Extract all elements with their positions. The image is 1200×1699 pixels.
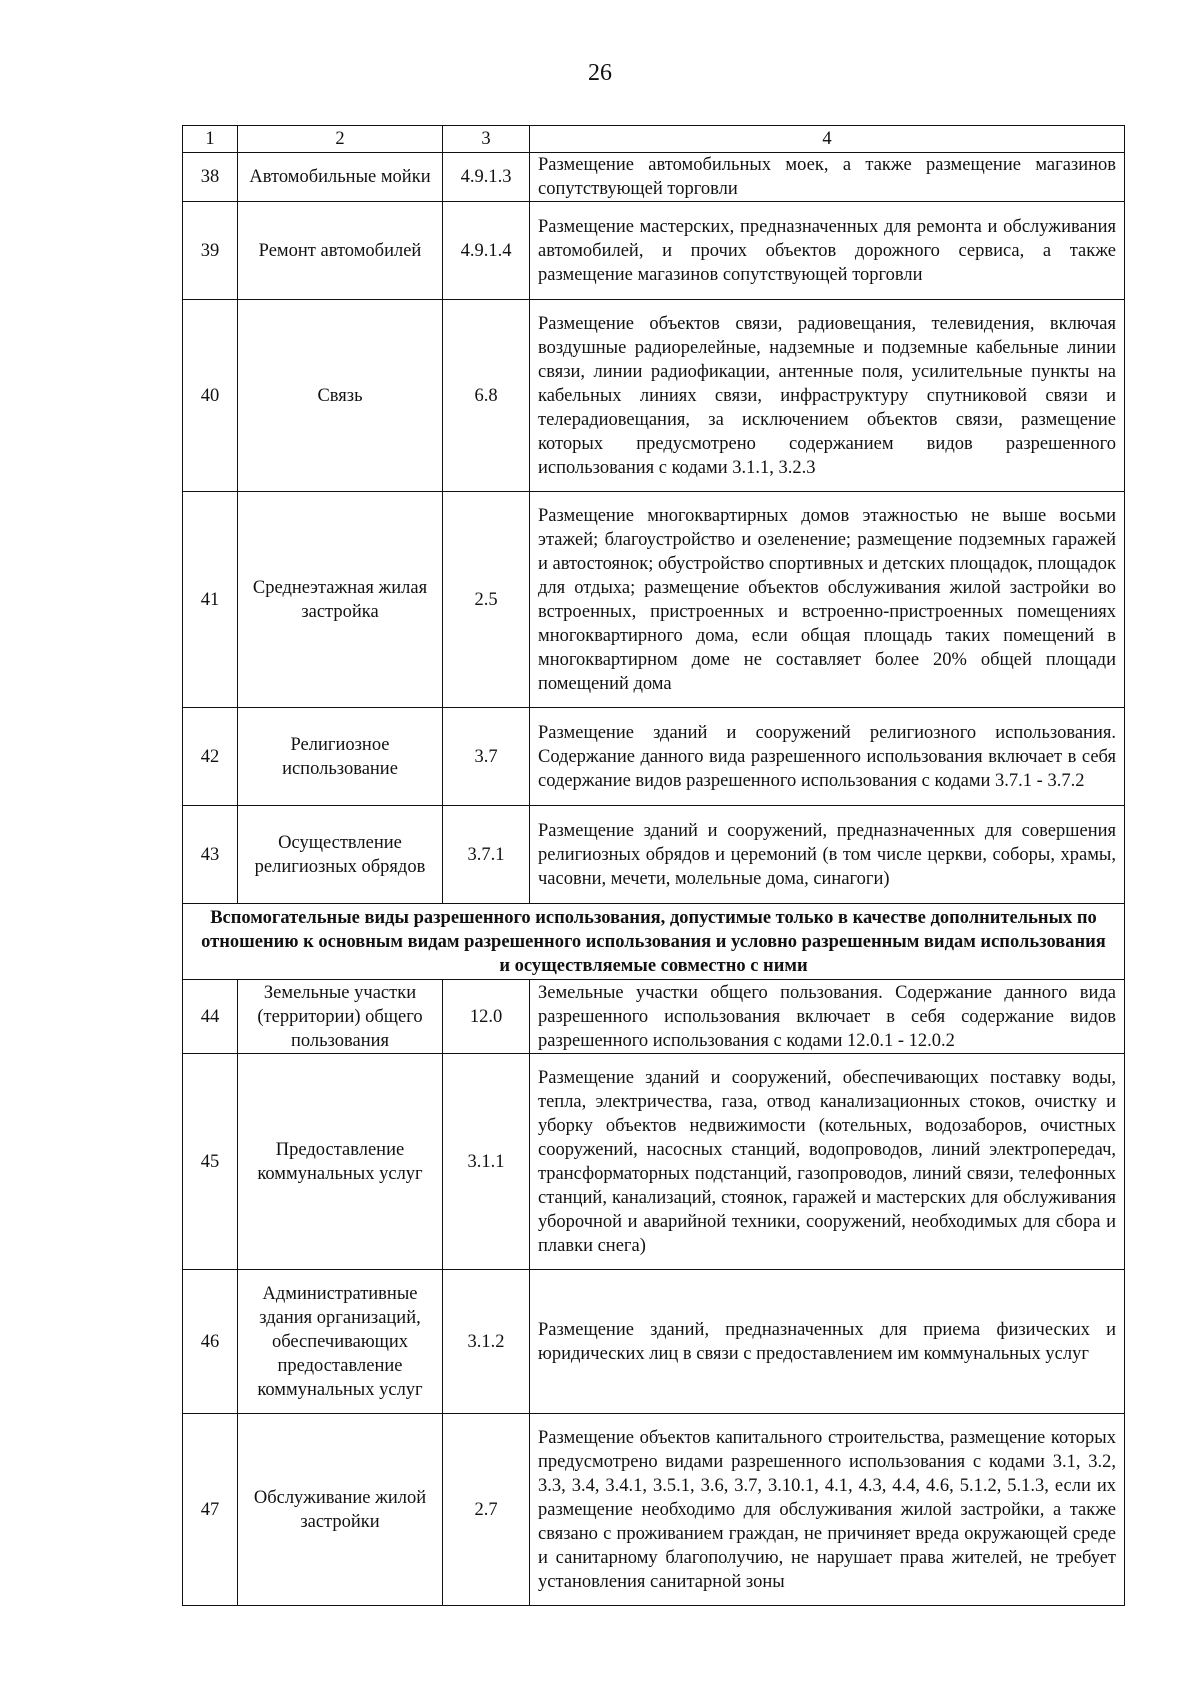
table-row — [183, 806, 1125, 904]
column-header-description: 4 — [530, 126, 1125, 153]
use-type-name: Предоставление коммунальных услуг — [238, 1054, 443, 1270]
use-type-name: Ремонт автомобилей — [238, 202, 443, 300]
use-type-description: Земельные участки общего пользования. Содержание данного вида разрешенного использования включает в себя содержание видов разрешенного использования с кодами 12.0.1 - 12.0.2 — [530, 980, 1125, 1054]
table-row — [183, 1054, 1125, 1270]
row-number: 41 — [183, 492, 238, 708]
use-type-code: 3.7.1 — [443, 806, 530, 904]
use-type-name: Осуществление религиозных обрядов — [238, 806, 443, 904]
use-type-code: 2.5 — [443, 492, 530, 708]
use-type-code: 4.9.1.3 — [443, 153, 530, 202]
use-type-code: 12.0 — [443, 980, 530, 1054]
table-row — [183, 492, 1125, 708]
table-row — [183, 1270, 1125, 1414]
use-type-description: Размещение объектов связи, радиовещания, телевидения, включая воздушные радиорелейные, надземные и подземные кабельные линии связи, линии радиофикации, антенные поля, усилительные пункты на кабельных линиях связи, инфраструктуру спутниковой связи и телерадиовещания, за исключением объектов связи, размещение которых предусмотрено содержанием видов разрешенного использования с кодами 3.1.1, 3.2.3 — [530, 300, 1125, 492]
use-type-code: 3.1.2 — [443, 1270, 530, 1414]
use-type-description: Размещение зданий и сооружений религиозного использования. Содержание данного вида разрешенного использования включает в себя содержание видов разрешенного использования с кодами 3.7.1 - 3.7.2 — [530, 708, 1125, 806]
use-type-description: Размещение объектов капитального строительства, размещение которых предусмотрено видами разрешенного использования с кодами 3.1, 3.2, 3.3, 3.4, 3.4.1, 3.5.1, 3.6, 3.7, 3.10.1, 4.1, 4.3, 4.4, 4.6, 5.1.2, 5.1.3, если их размещение необходимо для обслуживания жилой застройки, а также связано с проживанием граждан, не причиняет вреда окружающей среде и санитарному благополучию, не нарушает права жителей, не требует установления санитарной зоны — [530, 1414, 1125, 1606]
use-type-code: 6.8 — [443, 300, 530, 492]
use-type-description: Размещение многоквартирных домов этажностью не выше восьми этажей; благоустройство и озеленение; размещение подземных гаражей и автостоянок; обустройство спортивных и детских площадок, площадок для отдыха; размещение объектов обслуживания жилой застройки во встроенных, пристроенных и встроенно-пристроенных помещениях многоквартирного дома, если общая площадь таких помещений в многоквартирном доме не составляет более 20% общей площади помещений дома — [530, 492, 1125, 708]
use-type-description: Размещение зданий и сооружений, обеспечивающих поставку воды, тепла, электричества, газа, отвод канализационных стоков, очистку и уборку объектов недвижимости (котельных, водозаборов, очистных сооружений, насосных станций, водопроводов, линий электропередач, трансформаторных подстанций, газопроводов, линий связи, телефонных станций, канализаций, стоянок, гаражей и мастерских для обслуживания уборочной и аварийной техники, сооружений, необходимых для сбора и плавки снега) — [530, 1054, 1125, 1270]
use-type-description: Размещение зданий, предназначенных для приема физических и юридических лиц в связи с предоставлением им коммунальных услуг — [530, 1270, 1125, 1414]
table-row — [183, 708, 1125, 806]
table-row — [183, 202, 1125, 300]
section-heading-row — [183, 904, 1125, 980]
use-type-name: Административные здания организаций, обеспечивающих предоставление коммунальных услуг — [238, 1270, 443, 1414]
column-header-number: 1 — [183, 126, 238, 153]
row-number: 44 — [183, 980, 238, 1054]
use-type-code: 3.7 — [443, 708, 530, 806]
row-number: 40 — [183, 300, 238, 492]
column-header-name: 2 — [238, 126, 443, 153]
use-type-code: 4.9.1.4 — [443, 202, 530, 300]
row-number: 42 — [183, 708, 238, 806]
use-type-code: 3.1.1 — [443, 1054, 530, 1270]
land-use-table — [182, 125, 1125, 1606]
table-row — [183, 300, 1125, 492]
column-header-code: 3 — [443, 126, 530, 153]
table-row — [183, 153, 1125, 202]
use-type-code: 2.7 — [443, 1414, 530, 1606]
use-type-name: Обслуживание жилой застройки — [238, 1414, 443, 1606]
row-number: 45 — [183, 1054, 238, 1270]
use-type-name: Автомобильные мойки — [238, 153, 443, 202]
page-number: 26 — [588, 60, 612, 86]
table-row — [183, 1414, 1125, 1606]
use-type-name: Связь — [238, 300, 443, 492]
table-row — [183, 980, 1125, 1054]
table-header-row — [183, 126, 1125, 153]
row-number: 39 — [183, 202, 238, 300]
use-type-description: Размещение мастерских, предназначенных для ремонта и обслуживания автомобилей, и прочих объектов дорожного сервиса, а также размещение магазинов сопутствующей торговли — [530, 202, 1125, 300]
use-type-name: Среднеэтажная жилая застройка — [238, 492, 443, 708]
use-type-description: Размещение автомобильных моек, а также размещение магазинов сопутствующей торговли — [530, 153, 1125, 202]
row-number: 46 — [183, 1270, 238, 1414]
use-type-description: Размещение зданий и сооружений, предназначенных для совершения религиозных обрядов и церемоний (в том числе церкви, соборы, храмы, часовни, мечети, молельные дома, синагоги) — [530, 806, 1125, 904]
use-type-name: Земельные участки (территории) общего пользования — [238, 980, 443, 1054]
use-type-name: Религиозное использование — [238, 708, 443, 806]
section-heading: Вспомогательные виды разрешенного использования, допустимые только в качестве дополнительных по отношению к основным видам разрешенного использования и условно разрешенным видам использования и осуществляемые совместно с ними — [183, 904, 1125, 980]
row-number: 43 — [183, 806, 238, 904]
row-number: 47 — [183, 1414, 238, 1606]
row-number: 38 — [183, 153, 238, 202]
